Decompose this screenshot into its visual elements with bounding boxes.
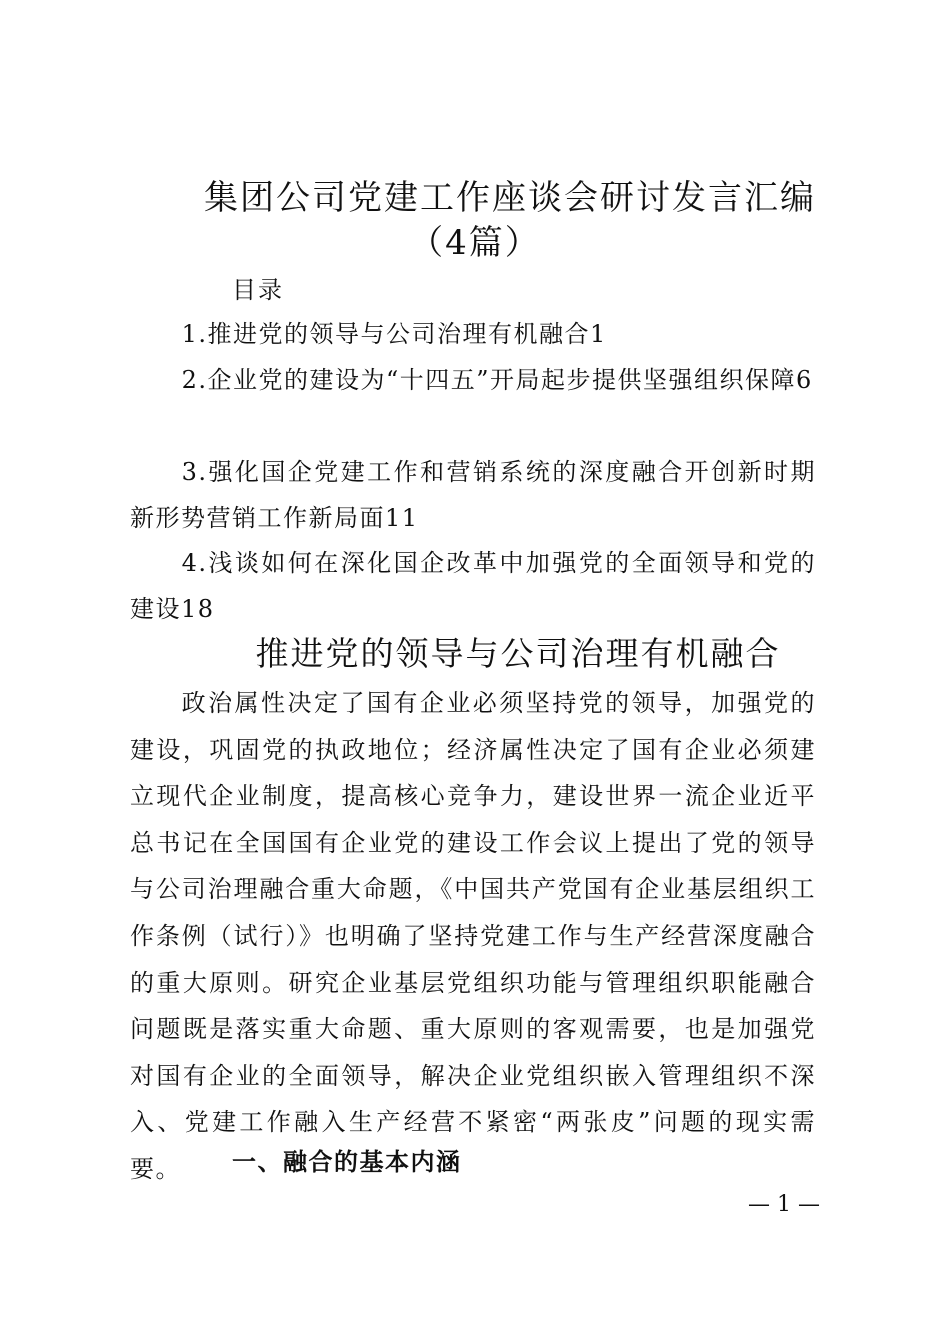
document-title-count: （4篇） (409, 223, 541, 263)
toc-item: 1.推进党的领导与公司治理有机融合1 (181, 320, 607, 348)
section-heading: 一、融合的基本内涵 (232, 1147, 462, 1176)
toc-item: 2.企业党的建设为“十四五”开局起步提供坚强组织保障6 (181, 366, 813, 394)
article-title: 推进党的领导与公司治理有机融合 (255, 634, 781, 673)
toc-item: 4.浅谈如何在深化国企改革中加强党的全面领导和党的建设18 (130, 549, 816, 623)
toc-item: 3.强化国企党建工作和营销系统的深度融合开创新时期新形势营销工作新局面11 (130, 458, 816, 532)
body-paragraph: 政治属性决定了国有企业必须坚持党的领导，加强党的建设，巩固党的执政地位；经济属性决定了国有企业必须建立现代企业制度，提高核心竞争力，建设世界一流企业近平总书记在全国国有企业党的建设工作会议上提出了党的领导与公司治理融合重大命题，《中国共产党国有企业基层组织工作条例（试行）》也明确了坚持党建工作与生产经营深度融合的重大原则。研究企业基层党组织功能与管理组织职能融合问题既是落实重大命题、重大原则的客观需要，也是加强党对国有企业的全面领导，解决企业党组织嵌入管理组织不深入、党建工作融入生产经营不紧密“两张皮”问题的现实需要。 (130, 689, 816, 1183)
document-title: 集团公司党建工作座谈会研讨发言汇编 (204, 178, 816, 218)
toc-heading: 目录 (232, 276, 284, 304)
page-number: — 1 — (748, 1192, 820, 1217)
